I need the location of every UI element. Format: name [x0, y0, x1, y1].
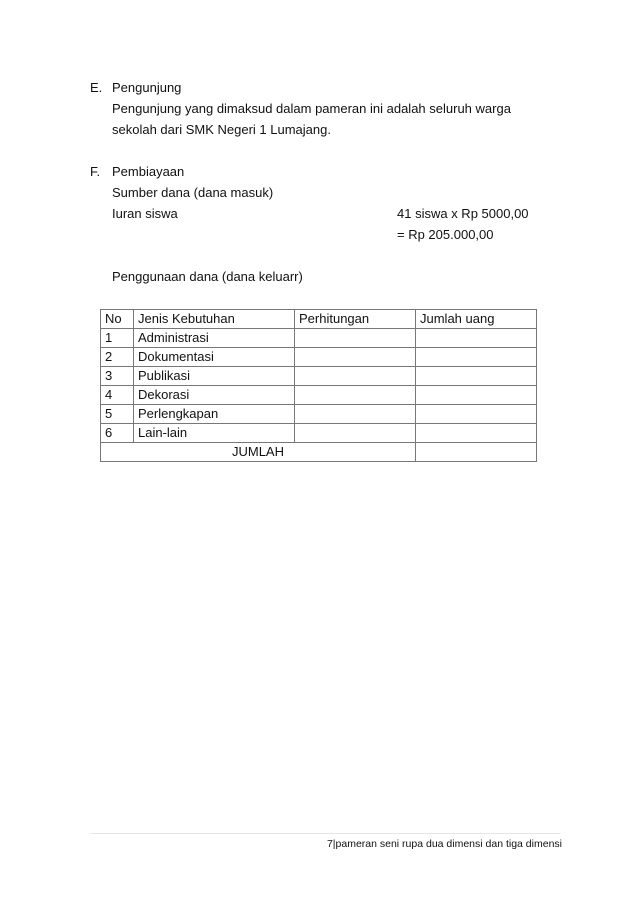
header-amount: Jumlah uang: [416, 310, 537, 329]
section-f-letter: F.: [90, 164, 101, 179]
row-amount: [416, 424, 537, 443]
total-label: JUMLAH: [101, 443, 416, 462]
table-row: [101, 424, 537, 443]
row-calculation: [295, 329, 416, 348]
row-calculation: [295, 424, 416, 443]
row-calculation: [295, 386, 416, 405]
table-row: [101, 329, 537, 348]
header-no: No: [101, 310, 134, 329]
row-item: Publikasi: [134, 367, 295, 386]
row-item: Perlengkapan: [134, 405, 295, 424]
section-e-letter: E.: [90, 80, 103, 95]
income-result: = Rp 205.000,00: [397, 227, 494, 242]
page-footer: 7|pameran seni rupa dua dimensi dan tiga dimensi: [326, 838, 562, 850]
row-item: Lain-lain: [134, 424, 295, 443]
budget-table: [100, 309, 537, 462]
row-amount: [416, 386, 537, 405]
section-f-title: Pembiayaan: [112, 164, 185, 179]
row-calculation: [295, 405, 416, 424]
table-row: [101, 386, 537, 405]
table-row: [101, 348, 537, 367]
row-calculation: [295, 348, 416, 367]
income-calculation: 41 siswa x Rp 5000,00: [397, 206, 529, 221]
row-no: 4: [101, 386, 134, 405]
table-row: [101, 405, 537, 424]
row-amount: [416, 367, 537, 386]
section-f-heading: [90, 164, 184, 180]
income-heading: Sumber dana (dana masuk): [112, 185, 274, 200]
row-no: 3: [101, 367, 134, 386]
table-header-row: [101, 310, 537, 329]
header-calculation: Perhitungan: [295, 310, 416, 329]
header-item: Jenis Kebutuhan: [134, 310, 295, 329]
section-e-heading: [90, 80, 181, 96]
section-e-title: Pengunjung: [112, 80, 182, 95]
section-e-line-2: sekolah dari SMK Negeri 1 Lumajang.: [112, 122, 331, 137]
footer-divider: [90, 833, 560, 834]
row-no: 5: [101, 405, 134, 424]
table-row: [101, 367, 537, 386]
row-no: 1: [101, 329, 134, 348]
row-amount: [416, 329, 537, 348]
row-amount: [416, 405, 537, 424]
income-label: Iuran siswa: [112, 206, 178, 221]
row-amount: [416, 348, 537, 367]
section-e-line-1: Pengunjung yang dimaksud dalam pameran ini adalah seluruh warga: [112, 101, 511, 116]
expense-heading: Penggunaan dana (dana keluarr): [112, 269, 303, 284]
total-row: [101, 443, 537, 462]
row-calculation: [295, 367, 416, 386]
row-item: Dokumentasi: [134, 348, 295, 367]
total-amount: [416, 443, 537, 462]
row-no: 6: [101, 424, 134, 443]
row-item: Dekorasi: [134, 386, 295, 405]
row-no: 2: [101, 348, 134, 367]
row-item: Administrasi: [134, 329, 295, 348]
